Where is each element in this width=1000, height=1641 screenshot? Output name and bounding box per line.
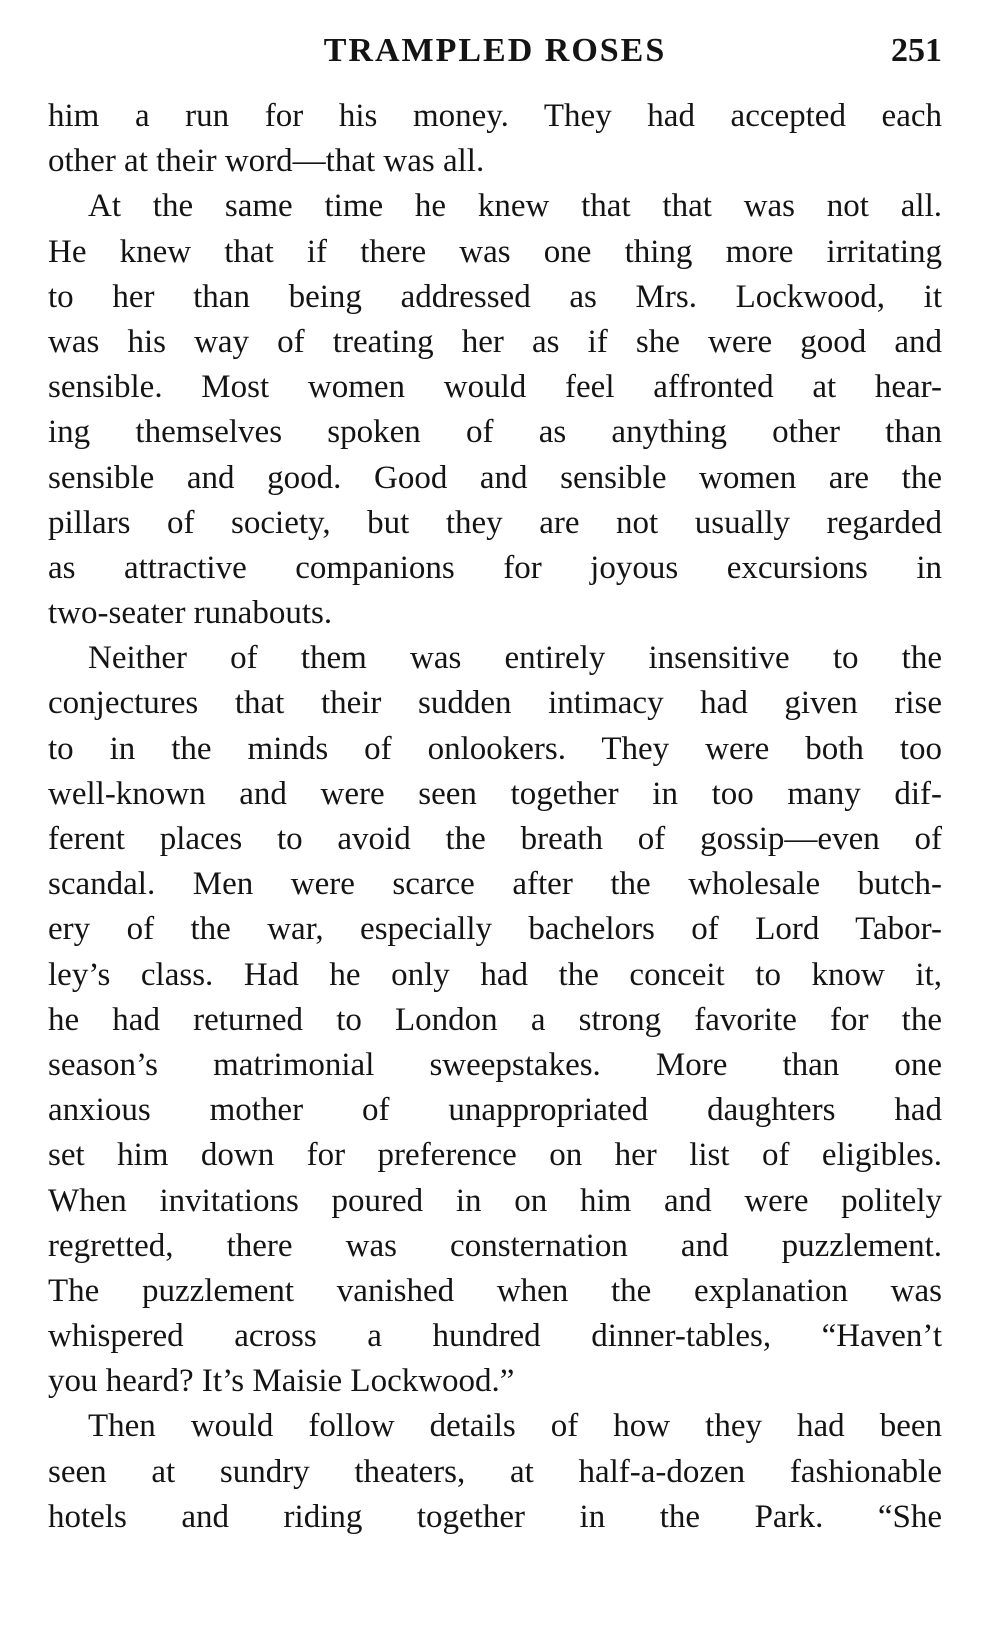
text-line: whispered across a hundred dinner-tables, “Haven’t <box>48 1318 942 1355</box>
text-line: two-seater runabouts. <box>48 595 333 632</box>
text-line: seen at sundry theaters, at half-a-dozen fashionable <box>48 1453 942 1490</box>
text-line: as attractive companions for joyous excursions in <box>48 549 942 586</box>
text-line: ferent places to avoid the breath of gossip—even of <box>48 821 942 857</box>
text-line: conjectures that their sudden intimacy had given rise <box>48 685 942 722</box>
text-line: him a run for his money. They had accepted each <box>48 98 942 134</box>
body-text <box>48 94 942 1540</box>
text-line: ery of the war, especially bachelors of Lord Tabor- <box>48 911 942 948</box>
text-line: other at their word—that was all. <box>48 143 485 180</box>
text-line: well-known and were seen together in too many dif- <box>48 775 942 812</box>
text-line: was his way of treating her as if she were good and <box>48 323 942 360</box>
text-line: regretted, there was consternation and puzzlement. <box>48 1227 942 1264</box>
text-line: He knew that if there was one thing more irritating <box>48 233 942 270</box>
text-line: season’s matrimonial sweepstakes. More than one <box>48 1046 942 1083</box>
text-line: hotels and riding together in the Park. “She <box>48 1498 942 1535</box>
text-line: sensible. Most women would feel affronted at hear- <box>48 369 942 406</box>
text-line: to in the minds of onlookers. They were both too <box>48 730 942 767</box>
text-line: Then would follow details of how they had been <box>88 1408 942 1445</box>
text-line: to her than being addressed as Mrs. Lockwood, it <box>48 278 942 315</box>
text-line: he had returned to London a strong favorite for the <box>48 1001 942 1038</box>
text-line: When invitations poured in on him and were politely <box>48 1182 942 1219</box>
text-line: you heard? It’s Maisie Lockwood.” <box>48 1363 515 1400</box>
text-line: set him down for preference on her list of eligibles. <box>48 1137 942 1174</box>
text-line: pillars of society, but they are not usually regarded <box>48 504 942 541</box>
running-head <box>48 26 942 76</box>
text-line: ley’s class. Had he only had the conceit to know it, <box>48 956 942 993</box>
text-line: anxious mother of unappropriated daughters had <box>48 1092 942 1129</box>
text-line: sensible and good. Good and sensible women are the <box>48 459 942 496</box>
text-line: The puzzlement vanished when the explanation was <box>48 1272 942 1309</box>
running-title: TRAMPLED ROSES <box>323 32 667 69</box>
text-line: scandal. Men were scarce after the wholesale butch- <box>48 866 942 903</box>
page-number: 251 <box>891 32 942 69</box>
text-line: ing themselves spoken of as anything other than <box>48 414 942 451</box>
text-line: At the same time he knew that that was not all. <box>88 188 942 225</box>
text-line: Neither of them was entirely insensitive to the <box>88 640 942 677</box>
